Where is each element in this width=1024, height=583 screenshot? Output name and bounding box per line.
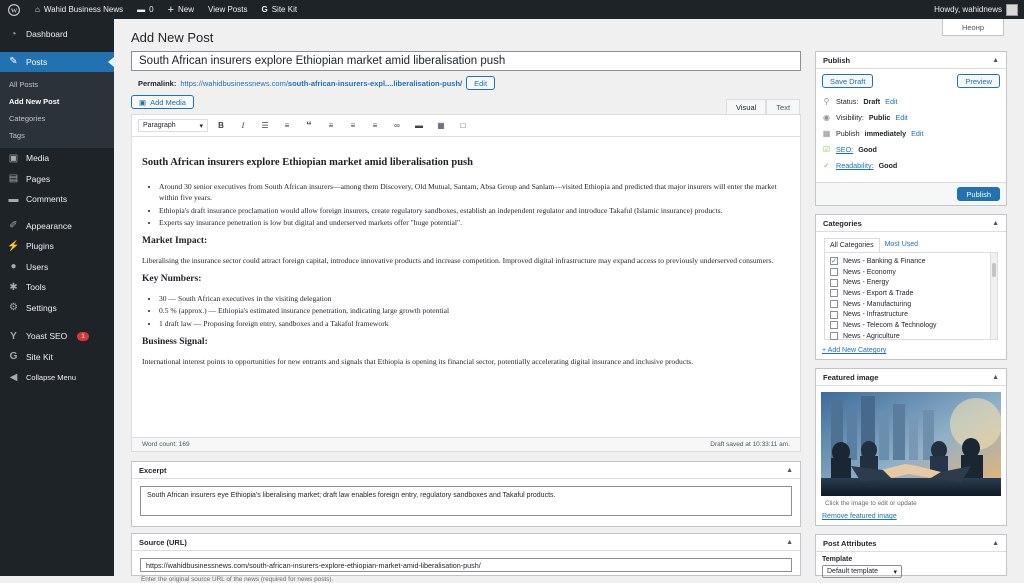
- menu-label: Yoast SEO: [26, 331, 68, 342]
- featured-image-box: [815, 368, 1007, 526]
- key-numbers-heading: Key Numbers:: [142, 273, 202, 284]
- checkbox[interactable]: [830, 279, 838, 287]
- visibility-label: Visibility:: [836, 113, 864, 122]
- post-editor: [131, 114, 801, 452]
- google-g-icon: G: [9, 351, 18, 363]
- chevron-up-icon[interactable]: ▲: [992, 219, 999, 227]
- editor-tabs: [726, 99, 800, 115]
- add-media-label: Add Media: [150, 97, 186, 107]
- publish-label: Publish: [836, 129, 860, 138]
- posts-submenu: [0, 72, 114, 148]
- admin-sidebar: [0, 19, 114, 576]
- italic-icon[interactable]: I: [241, 121, 245, 130]
- category-label: News - Energy: [843, 279, 889, 287]
- visibility-row: [822, 113, 1006, 122]
- collapse-menu-button[interactable]: [0, 367, 114, 388]
- source-url-hint: Enter the original source URL of the news (required for news posts).: [141, 576, 334, 583]
- menu-posts[interactable]: [0, 52, 114, 73]
- featured-image[interactable]: [821, 392, 1001, 496]
- blockquote-icon[interactable]: “: [306, 119, 312, 132]
- comments-link[interactable]: [130, 0, 160, 19]
- collapse-icon: ◀: [9, 371, 18, 383]
- category-label: News - Telecom & Technology: [843, 321, 937, 329]
- readability-score-icon: ✓: [823, 161, 830, 170]
- featured-image-hint: Click the image to edit or update: [825, 500, 917, 507]
- editor-content[interactable]: [132, 137, 800, 367]
- editor-toolbar: [132, 115, 800, 137]
- market-impact-heading: Market Impact:: [142, 236, 208, 247]
- pushpin-icon: ✎: [9, 56, 18, 68]
- comment-icon: ▬: [137, 5, 146, 14]
- pages-icon: ▤: [8, 173, 19, 185]
- excerpt-header[interactable]: [132, 462, 800, 479]
- chevron-up-icon[interactable]: ▲: [786, 538, 793, 546]
- menu-users[interactable]: [0, 257, 114, 278]
- tab-visual[interactable]: Visual: [726, 99, 766, 115]
- yoast-icon: Y: [10, 330, 17, 342]
- template-select[interactable]: [822, 565, 902, 578]
- status-value: Draft: [863, 97, 881, 106]
- tab-most-used[interactable]: Most Used: [884, 241, 919, 248]
- page-title: Add New Post: [131, 30, 214, 45]
- template-label: Template: [822, 556, 853, 563]
- category-checklist: [824, 252, 998, 340]
- category-item[interactable]: [830, 277, 992, 288]
- menu-site-kit[interactable]: [0, 347, 114, 368]
- settings-icon: ⚙: [9, 302, 18, 314]
- post-attributes-header[interactable]: [816, 535, 1006, 552]
- bulleted-list-icon[interactable]: ☰: [261, 121, 269, 130]
- category-item[interactable]: [830, 331, 992, 342]
- checkbox[interactable]: [830, 311, 838, 319]
- menu-label: Tools: [26, 282, 46, 293]
- read-more-icon[interactable]: ▬: [415, 121, 423, 130]
- svg-text:W: W: [10, 6, 18, 14]
- category-label: News - Banking & Finance: [843, 257, 926, 265]
- seo-score-icon: ☑: [822, 145, 831, 154]
- submenu-tags[interactable]: Tags: [9, 131, 25, 140]
- category-label: News - Economy: [843, 268, 896, 276]
- template-value: Default template: [827, 568, 878, 575]
- screen-options-button[interactable]: Неонр: [942, 19, 1004, 36]
- excerpt-box: [131, 461, 801, 527]
- featured-image-header[interactable]: [816, 369, 1006, 386]
- list-item: • 30 — South African executives in the visiting delegation: [159, 293, 790, 304]
- menu-label: Pages: [26, 173, 51, 184]
- category-label: News - Export & Trade: [843, 289, 914, 297]
- media-icon: ▣: [8, 152, 19, 164]
- dashboard-icon: ◔: [10, 28, 17, 40]
- edit-schedule-link[interactable]: Edit: [911, 129, 924, 138]
- view-posts-link[interactable]: [201, 0, 254, 19]
- seo-row: [822, 145, 1006, 154]
- new-label: New: [178, 5, 195, 14]
- menu-dashboard[interactable]: [0, 24, 114, 45]
- category-item[interactable]: [830, 288, 992, 299]
- site-name-label: Wahid Business News: [43, 5, 124, 14]
- menu-label: Collapse Menu: [26, 372, 77, 382]
- checkbox[interactable]: [830, 268, 838, 276]
- post-title-input[interactable]: South African insurers explore Ethiopian market amid liberalisation push: [131, 51, 801, 71]
- chevron-down-icon: ▾: [893, 568, 897, 576]
- format-value: Paragraph: [143, 122, 176, 129]
- notification-badge: 1: [77, 332, 89, 341]
- align-center-icon[interactable]: ≡: [350, 121, 356, 130]
- business-signal-text: International interest points to opportunities for new entrants and signals that Ethiopia is opening its financial sector, potentially accelerating digital insurance and inclusive products.: [142, 356, 694, 366]
- chevron-up-icon[interactable]: ▲: [992, 56, 999, 64]
- tab-all-categories[interactable]: All Categories: [824, 238, 880, 252]
- editor-status-bar: [132, 437, 800, 451]
- site-name-link[interactable]: [28, 0, 130, 19]
- pin-icon: ⚲: [823, 97, 830, 106]
- menu-label: Appearance: [26, 220, 72, 231]
- excerpt-title: Excerpt: [139, 465, 167, 475]
- remove-featured-row: [822, 511, 1000, 520]
- status-label: Status:: [836, 97, 859, 106]
- media-icon: ▣: [139, 97, 147, 107]
- content-heading: South African insurers explore Ethiopian market amid liberalisation push: [142, 157, 473, 168]
- users-icon: ●: [10, 261, 17, 273]
- readability-link[interactable]: Readability:: [836, 161, 874, 170]
- post-attributes-box: [815, 534, 1007, 576]
- market-impact-text: Liberalising the insurance sector could attract foreign capital, introduce innovative products and increase competition. Improved digital infrastructure may expand access to previously underserved consumers.: [142, 255, 774, 265]
- add-new-category-link[interactable]: + Add New Category: [822, 347, 887, 354]
- home-icon: ⌂: [35, 5, 40, 14]
- readability-row: [822, 161, 1006, 170]
- menu-label: Site Kit: [26, 351, 53, 362]
- permalink-row: [138, 76, 495, 90]
- checkbox-checked[interactable]: ✓: [831, 258, 837, 266]
- category-item[interactable]: [830, 309, 992, 320]
- category-item[interactable]: [830, 267, 992, 278]
- category-label: News - Agriculture: [843, 332, 900, 340]
- schedule-row: [822, 129, 1006, 138]
- add-media-button[interactable]: [131, 95, 194, 109]
- view-posts-label: View Posts: [208, 5, 248, 14]
- handshake-skyline-photo: [821, 392, 1001, 496]
- toolbar-toggle-icon[interactable]: ▦: [437, 121, 445, 130]
- publish-button[interactable]: Publish: [957, 187, 1000, 201]
- category-item[interactable]: [830, 299, 992, 310]
- menu-label: Settings: [26, 302, 57, 313]
- menu-yoast-seo[interactable]: [0, 326, 114, 347]
- menu-comments[interactable]: [0, 189, 114, 210]
- source-url-input[interactable]: https://wahidbusinessnews.com/south-african-insurers-explore-ethiopian-market-amid-liberalisation-push/: [140, 558, 792, 572]
- format-select[interactable]: [138, 119, 208, 132]
- visibility-value: Public: [868, 113, 891, 122]
- menu-label: Media: [26, 153, 50, 164]
- source-url-box: [131, 533, 801, 583]
- categories-box: [815, 214, 1007, 360]
- fullscreen-icon[interactable]: □: [460, 121, 466, 130]
- main-content: [114, 19, 1024, 583]
- menu-label: Comments: [26, 194, 68, 205]
- new-content-link[interactable]: [161, 0, 201, 19]
- publish-actions: [822, 74, 1000, 88]
- publish-footer: [816, 182, 1006, 205]
- seo-value: Good: [858, 145, 877, 154]
- wrench-icon: ✱: [9, 281, 18, 293]
- list-item: • 0.5 % (approx.) — Ethiopia's estimated insurance penetration, indicating large growth potential: [159, 305, 790, 316]
- menu-plugins[interactable]: [0, 236, 114, 257]
- list-item: • Experts say insurance penetration is low but digital and underserved markets offer "huge potential".: [159, 217, 790, 228]
- remove-featured-image-link[interactable]: Remove featured image: [822, 513, 897, 520]
- avatar: [1006, 4, 1018, 16]
- publish-value: immediately: [864, 129, 907, 138]
- summary-list: [142, 181, 790, 228]
- menu-label: Users: [26, 261, 49, 272]
- edit-visibility-link[interactable]: Edit: [895, 113, 908, 122]
- menu-media[interactable]: [0, 148, 114, 169]
- chevron-up-icon[interactable]: ▲: [992, 373, 999, 381]
- paintbrush-icon: ✐: [9, 220, 18, 232]
- status-row: [822, 97, 1006, 106]
- list-item: • Ethiopia's draft insurance proclamation would allow foreign insurers, create regulatory sandboxes, establish an independent regulator and introduce Takaful (Islamic insurance) products.: [159, 205, 790, 216]
- permalink-base: https://wahidbusinessnews.com/: [180, 78, 288, 88]
- categories-title: Categories: [823, 218, 862, 228]
- edit-status-link[interactable]: Edit: [885, 97, 898, 106]
- plugin-icon: ⚡: [7, 240, 20, 252]
- list-item: • 1 draft law — Proposing foreign entry, sandboxes and a Takaful framework: [159, 318, 790, 329]
- numbered-list-icon[interactable]: ≡: [284, 121, 290, 130]
- edit-permalink-button[interactable]: Edit: [466, 76, 495, 90]
- submenu-add-new-post[interactable]: Add New Post: [9, 97, 60, 106]
- publish-title: Publish: [823, 55, 851, 65]
- permalink-link[interactable]: [180, 79, 462, 88]
- category-label: News - Infrastructure: [843, 311, 908, 319]
- plus-icon: +: [167, 3, 175, 16]
- calendar-icon: ▦: [822, 129, 831, 138]
- excerpt-textarea[interactable]: South African insurers eye Ethiopia's liberalising market; draft law enables foreign entry, regulatory sandboxes and Takaful products.: [140, 486, 792, 516]
- permalink-slug: south-african-insurers-expl....liberalisation-push/: [287, 78, 463, 88]
- chevron-up-icon[interactable]: ▲: [786, 466, 793, 474]
- permalink-label: Permalink:: [138, 78, 177, 88]
- menu-tools[interactable]: [0, 277, 114, 298]
- chevron-down-icon: ▾: [199, 122, 203, 130]
- checkbox[interactable]: [830, 332, 838, 340]
- category-item[interactable]: [830, 320, 992, 331]
- key-numbers-list: [142, 293, 790, 329]
- wordpress-logo-icon[interactable]: [0, 0, 28, 19]
- post-attributes-title: Post Attributes: [823, 538, 877, 548]
- menu-appearance[interactable]: [0, 216, 114, 237]
- publish-box: [815, 51, 1007, 206]
- menu-label: Posts: [26, 56, 48, 67]
- link-icon[interactable]: ∞: [394, 121, 400, 130]
- align-right-icon[interactable]: ≡: [372, 121, 378, 130]
- checkbox[interactable]: [830, 289, 838, 297]
- menu-label: Dashboard: [26, 29, 68, 40]
- scrollbar[interactable]: [990, 253, 997, 339]
- checkbox[interactable]: [830, 300, 838, 308]
- howdy-label: Howdy, wahidnews: [934, 5, 1002, 14]
- draft-saved-status: Draft saved at 10:33:11 am.: [710, 441, 790, 448]
- bold-icon[interactable]: B: [218, 121, 224, 130]
- preview-button[interactable]: Preview: [957, 74, 1000, 88]
- save-draft-button[interactable]: Save Draft: [822, 74, 873, 88]
- submenu-categories[interactable]: Categories: [9, 114, 46, 123]
- align-left-icon[interactable]: ≡: [328, 121, 334, 130]
- comments-count: 0: [149, 5, 154, 14]
- menu-label: Plugins: [26, 241, 54, 252]
- site-kit-label: Site Kit: [271, 5, 298, 14]
- featured-image-title: Featured image: [823, 372, 879, 382]
- business-signal-heading: Business Signal:: [142, 336, 208, 347]
- google-g-icon: G: [261, 5, 268, 14]
- chevron-up-icon[interactable]: ▲: [992, 539, 999, 547]
- seo-link[interactable]: SEO:: [836, 145, 854, 154]
- readability-value: Good: [878, 161, 898, 170]
- publish-header[interactable]: [816, 52, 1006, 69]
- menu-settings[interactable]: [0, 298, 114, 319]
- category-label: News - Manufacturing: [843, 300, 912, 308]
- list-item: • Around 30 senior executives from South African insurers—among them Discovery, Old Mutual, Santam, Absa Group and Sanlam—visited Ethiopia and predicted that major insurers will enter the market within five years.: [159, 181, 790, 203]
- eye-icon: ◉: [823, 113, 830, 122]
- menu-pages[interactable]: [0, 169, 114, 190]
- categories-header[interactable]: [816, 215, 1006, 232]
- category-item[interactable]: [830, 256, 992, 267]
- source-url-title: Source (URL): [139, 537, 187, 547]
- word-count: Word count: 169: [142, 441, 190, 448]
- category-tabs: [824, 238, 998, 252]
- admin-bar: [0, 0, 1024, 19]
- source-url-header[interactable]: [132, 534, 800, 551]
- comments-icon: ▬: [8, 193, 19, 205]
- add-category-row: [822, 345, 1000, 354]
- checkbox[interactable]: [830, 321, 838, 329]
- tab-text[interactable]: Text: [766, 99, 800, 115]
- account-menu[interactable]: [927, 0, 1024, 19]
- submenu-all-posts[interactable]: All Posts: [9, 80, 39, 89]
- site-kit-link[interactable]: [254, 0, 304, 19]
